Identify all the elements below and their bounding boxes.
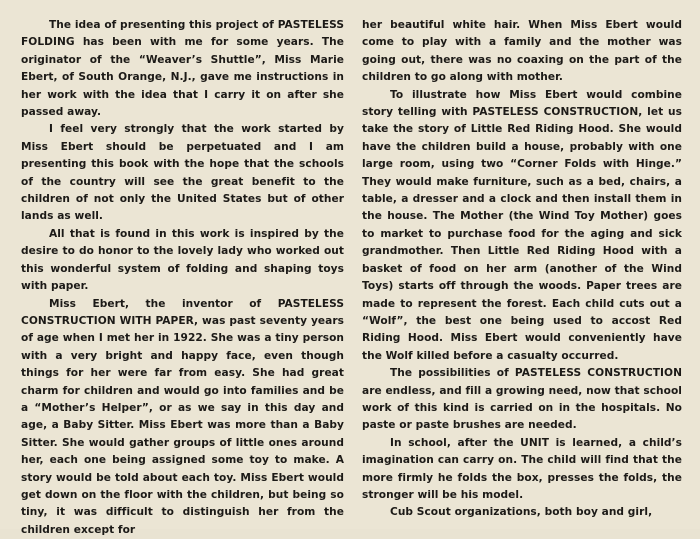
paragraph-perpetuate: I feel very strongly that the work started by Miss Ebert should be perpetuated and I am presenting this book with the hope that the schools of the country will see the great benefit to the children of not only the United States but of other lands as well. <box>21 121 344 225</box>
text-columns <box>21 17 682 529</box>
right-column <box>362 17 682 529</box>
left-column <box>21 17 344 529</box>
paragraph-inventor: Miss Ebert, the inventor of PASTELESS CONSTRUCTION WITH PAPER, was past seventy years of age when I met her in 1922. She was a tiny person with a very bright and happy face, even though things for her were far from easy. She had great charm for children and would go into families and be a “Mother’s Helper”, or as we say in this day and age, a Baby Sitter. Miss Ebert was more than a Baby Sitter. She would gather groups of little ones around her, each one being assigned some toy to make. A story would be told about each toy. Miss Ebert would get down on the floor with the children, but being so tiny, it was difficult to distinguish her from the children except for <box>21 296 344 539</box>
paragraph-intro: The idea of presenting this project of PASTELESS FOLDING has been with me for some years. The originator of the “Weaver’s Shuttle”, Miss Marie Ebert, of South Orange, N.J., gave me instructions in her work with the idea that I carry it on after she passed away. <box>21 17 344 121</box>
paragraph-continuation: her beautiful white hair. When Miss Ebert would come to play with a family and the mother was going out, there was no coaxing on the part of the children to go along with mother. <box>362 17 682 87</box>
paragraph-inspired: All that is found in this work is inspired by the desire to do honor to the lovely lady who worked out this wonderful system of folding and shaping toys with paper. <box>21 226 344 296</box>
paragraph-red-riding-hood: To illustrate how Miss Ebert would combine story telling with PASTELESS CONSTRUCTION, let us take the story of Little Red Riding Hood. She would have the children build a house, probably with one large room, using two “Corner Folds with Hinge.” They would make furniture, such as a bed, chairs, a table, a dresser and a clock and then install them in the house. The Mother (the Wind Toy Mother) goes to market to purchase food for the aging and sick grandmother. Then Little Red Riding Hood with a basket of food on her arm (another of the Wind Toys) starts off through the woods. Paper trees are made to represent the forest. Each child cuts out a “Wolf”, the best one being used to accost Red Riding Hood. Miss Ebert would conveniently have the Wolf killed before a casualty occurred. <box>362 87 682 366</box>
paragraph-school: In school, after the UNIT is learned, a child’s imagination can carry on. The child will find that the more firmly he folds the box, presses the folds, the stronger will be his model. <box>362 435 682 505</box>
paragraph-possibilities: The possibilities of PASTELESS CONSTRUCTION are endless, and fill a growing need, now that school work of this kind is carried on in the hospitals. No paste or paste brushes are needed. <box>362 365 682 435</box>
paragraph-cub-scout: Cub Scout organizations, both boy and girl, <box>362 504 682 521</box>
